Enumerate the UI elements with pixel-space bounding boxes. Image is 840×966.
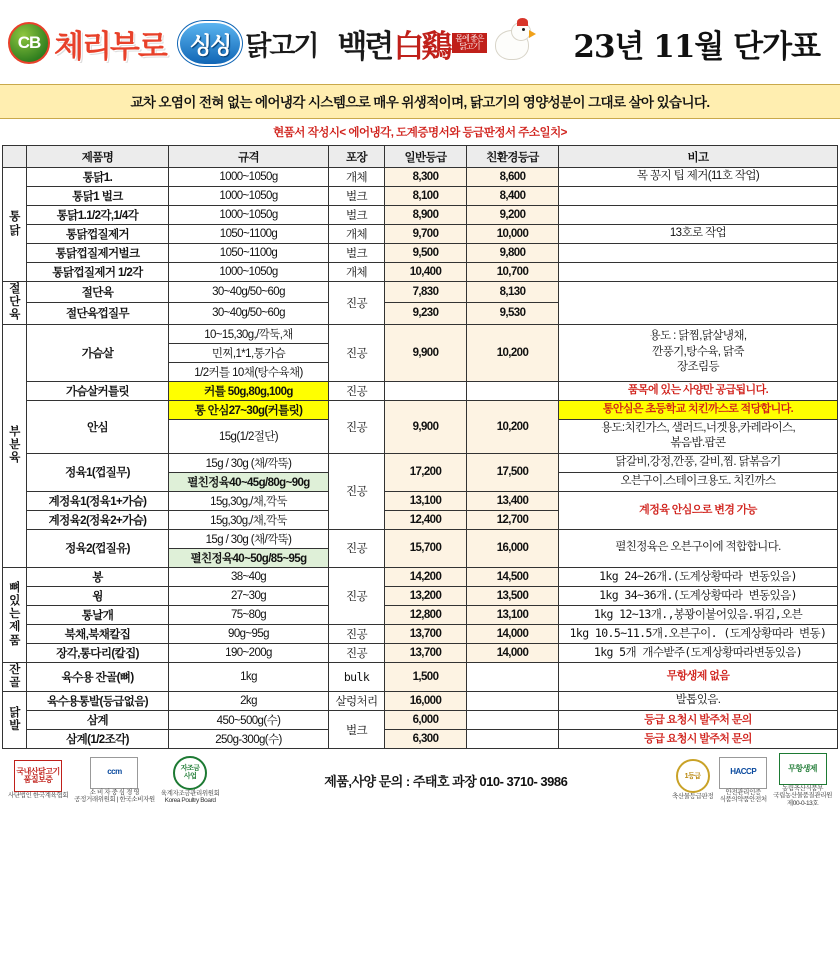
product-pack: 진공 [329, 624, 385, 643]
product-name: 통닭껍질제거 1/2각 [27, 263, 169, 282]
price-normal [385, 381, 467, 400]
product-pack: 개체 [329, 263, 385, 282]
product-pack: 살렁처리 [329, 692, 385, 711]
price-eco: 10,200 [467, 324, 559, 381]
table-row [3, 586, 838, 605]
price-eco: 9,200 [467, 206, 559, 225]
page-header [0, 0, 840, 84]
table-row [3, 400, 838, 419]
price-normal: 12,800 [385, 605, 467, 624]
product-pack: 개체 [329, 225, 385, 244]
cert-caption: 육계자조금관리위원회 Korea Poultry Board [160, 789, 220, 805]
product-spec: 15g / 30g (채/깍뚝) [169, 453, 329, 472]
price-normal: 1,500 [385, 662, 467, 691]
group-label-feet: 닭 발 [3, 692, 27, 749]
product-spec: 30~40g/50~60g [169, 303, 329, 324]
price-normal: 17,200 [385, 453, 467, 491]
price-normal: 13,700 [385, 624, 467, 643]
product-name: 육수용통발(등급없음) [27, 692, 169, 711]
product-note [559, 187, 838, 206]
cherrybuero-wordmark: 체리부로 [54, 28, 166, 64]
price-normal: 9,900 [385, 400, 467, 453]
product-name: 계정육2(정육2+가슴) [27, 510, 169, 529]
header-spec: 규격 [169, 146, 329, 168]
product-note: 발톱있음. [559, 692, 838, 711]
ccm-icon: ccm [90, 757, 138, 789]
product-name: 통닭1 벌크 [27, 187, 169, 206]
price-eco: 13,100 [467, 605, 559, 624]
ssing-chicken-label: 닭고기 [245, 30, 318, 61]
table-row [3, 711, 838, 730]
product-note: 닭갈비,강정,깐풍, 갈비,찜. 닭볶음기 [559, 453, 838, 472]
cert-poultry-board [161, 756, 220, 805]
contact-info: 제품,사양 문의 : 주태호 과장 010- 3710- 3986 [324, 773, 568, 789]
product-pack: 진공 [329, 324, 385, 381]
table-row [3, 225, 838, 244]
product-note: 1kg 24~26개.(도계상황따라 변동있음) [559, 567, 838, 586]
table-row [3, 324, 838, 343]
product-note [559, 206, 838, 225]
product-name: 통닭1.1/2각,1/4각 [27, 206, 169, 225]
baekryun-red-text: 白鷄 [393, 28, 450, 65]
product-pack: 진공 [329, 381, 385, 400]
product-spec: 75~80g [169, 605, 329, 624]
product-pack: 벌크 [329, 187, 385, 206]
table-row [3, 567, 838, 586]
product-name: 정육2(껍질유) [27, 529, 169, 567]
product-spec: 펼친정육40~50g/85~95g [169, 548, 329, 567]
price-eco: 12,700 [467, 510, 559, 529]
cert-grade [672, 759, 713, 800]
product-spec: 15g,30g,/채,깍둑 [169, 491, 329, 510]
header-product: 제품명 [27, 146, 169, 168]
table-row [3, 282, 838, 303]
product-spec: 1000~1050g [169, 206, 329, 225]
product-name: 통닭껍질제거 [27, 225, 169, 244]
product-spec: 10~15,30g,/깍둑,채 [169, 324, 329, 343]
product-pack: 진공 [329, 400, 385, 453]
price-eco: 14,000 [467, 643, 559, 662]
price-normal: 13,700 [385, 643, 467, 662]
price-normal: 9,500 [385, 244, 467, 263]
header-pack: 포장 [329, 146, 385, 168]
price-normal: 9,900 [385, 324, 467, 381]
product-name: 계정육1(정육1+가슴) [27, 491, 169, 510]
product-spec: 15g(1/2절단) [169, 419, 329, 453]
cert-antibiotic-free [773, 753, 832, 807]
product-spec: 펼친정육40~45g/80g~90g [169, 472, 329, 491]
product-pack: 벌크 [329, 206, 385, 225]
product-name: 봉 [27, 567, 169, 586]
product-spec: 통 안심27~30g(커틀릿) [169, 400, 329, 419]
price-normal: 8,300 [385, 168, 467, 187]
header-normal-grade: 일반등급 [385, 146, 467, 168]
product-name: 정육1(껍질무) [27, 453, 169, 491]
product-name: 가슴살 [27, 324, 169, 381]
product-name: 육수용 잔골(뼈) [27, 662, 169, 691]
page-title: 23년 11월 단가표 [573, 28, 820, 65]
price-normal: 6,000 [385, 711, 467, 730]
price-normal: 14,200 [385, 567, 467, 586]
chicken-icon [491, 20, 537, 66]
document-notice: 현품서 작성시< 에어냉각, 도계증명서와 등급판정서 주소일치> [273, 127, 567, 139]
cherrybuero-badge-icon: CB [8, 22, 50, 64]
product-note: 등급 요청시 발주처 문의 [559, 711, 838, 730]
table-header-row [3, 146, 838, 168]
poultry-board-icon: 자조금 사업 [173, 756, 207, 790]
product-pack: 진공 [329, 567, 385, 624]
header-eco-grade: 친환경등급 [467, 146, 559, 168]
price-eco: 16,000 [467, 529, 559, 567]
product-note: 용도:치킨가스, 샐러드,너겟용,카레라이스, 볶음밥.팝콘 [559, 419, 838, 453]
price-eco [467, 692, 559, 711]
table-row [3, 730, 838, 749]
table-row [3, 187, 838, 206]
price-eco: 17,500 [467, 453, 559, 491]
product-spec: 민찌,1*1,통가슴 [169, 343, 329, 362]
product-pack: 개체 [329, 168, 385, 187]
table-row [3, 692, 838, 711]
price-eco: 10,200 [467, 400, 559, 453]
product-note: 통안심은 초등학교 치킨까스로 적당합니다. [559, 400, 838, 419]
group-label-bones: 잔 골 [3, 662, 27, 691]
cert-caption: 축산물등급판정 [672, 793, 714, 801]
product-spec: 38~40g [169, 567, 329, 586]
table-row [3, 168, 838, 187]
cert-caption: 농림축산식품부 국립농산물품질관리원 제00-0-13호 [773, 784, 832, 807]
group-label-cut-meat: 절 단 육 [3, 282, 27, 325]
product-note: 1kg 10.5~11.5개.오븐구이. (도계상황따라 변동) [559, 624, 838, 643]
product-spec: 커틀 50g,80g,100g [169, 381, 329, 400]
logo-cherrybuero [8, 21, 166, 66]
price-eco: 13,400 [467, 491, 559, 510]
price-normal: 16,000 [385, 692, 467, 711]
product-note [559, 263, 838, 282]
product-note [559, 244, 838, 263]
price-normal: 12,400 [385, 510, 467, 529]
table-row [3, 643, 838, 662]
product-note: 펼친정육은 오븐구이에 적합합니다. [559, 529, 838, 567]
product-note: 오븐구이.스테이크용도. 치킨까스 [559, 472, 838, 491]
product-name: 통닭껍질제거벌크 [27, 244, 169, 263]
product-name: 윙 [27, 586, 169, 605]
table-row [3, 453, 838, 472]
price-eco: 9,800 [467, 244, 559, 263]
product-spec: 30~40g/50~60g [169, 282, 329, 303]
logo-baekryun [337, 20, 536, 66]
table-row [3, 263, 838, 282]
header-blank [3, 146, 27, 168]
product-note [559, 282, 838, 325]
product-note: 13호로 작업 [559, 225, 838, 244]
product-spec: 1050~1100g [169, 244, 329, 263]
price-normal: 15,700 [385, 529, 467, 567]
group-label-bone-in: 뼈 있 는 제 품 [3, 567, 27, 662]
ssing-oval-label: 싱싱 [178, 21, 242, 66]
product-note: 무항생제 없음 [559, 662, 838, 691]
hygiene-notice: 교차 오염이 전혀 없는 에어냉각 시스템으로 매우 위생적이며, 닭고기의 영양성분이 그대로 살아 있습니다. [0, 84, 840, 119]
product-spec: 190~200g [169, 643, 329, 662]
price-eco: 8,600 [467, 168, 559, 187]
product-name: 절단육 [27, 282, 169, 303]
product-spec: 1000~1050g [169, 263, 329, 282]
quality-assurance-icon: 국내산닭고기 품질보증 [14, 760, 62, 792]
product-pack: 진공 [329, 643, 385, 662]
price-eco: 14,000 [467, 624, 559, 643]
product-spec: 90g~95g [169, 624, 329, 643]
product-note: 목 꽁지 팁 제거(11호 작업) [559, 168, 838, 187]
cert-caption: 사단법인 한국계육협회 [8, 792, 69, 800]
product-spec: 1/2커틀 10채(탕수육채) [169, 362, 329, 381]
baekryun-black-text: 백련 [337, 28, 392, 65]
product-name: 절단육껍질무 [27, 303, 169, 324]
product-note: 계정육 안심으로 변경 가능 [559, 491, 838, 529]
table-row [3, 206, 838, 225]
cert-caption: 소 비 자 중 심 경 영 공정거래위원회 | 한국소비자원 [74, 788, 155, 804]
product-name: 장각,통다리(칼집) [27, 643, 169, 662]
group-label-parts: 부 분 육 [3, 324, 27, 567]
table-row [3, 244, 838, 263]
price-normal: 13,100 [385, 491, 467, 510]
logo-ssing-chicken [178, 21, 318, 66]
product-pack: 벌크 [329, 244, 385, 263]
header-note: 비고 [559, 146, 838, 168]
price-normal: 8,900 [385, 206, 467, 225]
price-eco [467, 711, 559, 730]
table-row [3, 529, 838, 548]
price-eco: 9,530 [467, 303, 559, 324]
price-eco: 10,700 [467, 263, 559, 282]
table-row [3, 381, 838, 400]
product-note: 등급 요청시 발주처 문의 [559, 730, 838, 749]
product-name: 삼계 [27, 711, 169, 730]
price-eco: 13,500 [467, 586, 559, 605]
price-normal: 9,230 [385, 303, 467, 324]
product-spec: 1050~1100g [169, 225, 329, 244]
product-spec: 1kg [169, 662, 329, 691]
price-normal: 13,200 [385, 586, 467, 605]
table-row [3, 624, 838, 643]
product-spec: 15g,30g,/채,깍둑 [169, 510, 329, 529]
product-note: 1kg 34~36개.(도계상황따라 변동있음) [559, 586, 838, 605]
price-eco [467, 662, 559, 691]
product-name: 북채,북채칼집 [27, 624, 169, 643]
price-eco [467, 730, 559, 749]
product-pack: 진공 [329, 282, 385, 325]
product-spec: 15g / 30g (채/깍뚝) [169, 529, 329, 548]
product-name: 통닭1. [27, 168, 169, 187]
cert-quality-assurance [8, 760, 68, 799]
product-pack: 진공 [329, 529, 385, 567]
product-spec: 2kg [169, 692, 329, 711]
antibiotic-free-icon: 무항생제 [779, 753, 827, 785]
price-normal: 10,400 [385, 263, 467, 282]
product-spec: 1000~1050g [169, 187, 329, 206]
price-eco: 10,000 [467, 225, 559, 244]
price-normal: 8,100 [385, 187, 467, 206]
price-eco: 8,130 [467, 282, 559, 303]
table-row [3, 491, 838, 510]
baekryun-stamp: 몸에 좋은 닭고기 [452, 33, 486, 54]
price-table [2, 145, 838, 749]
price-eco: 8,400 [467, 187, 559, 206]
cert-haccp [719, 757, 767, 804]
product-spec: 27~30g [169, 586, 329, 605]
product-note: 1kg 12~13개.,봉꽝이붙어있음.뛰김,오븐 [559, 605, 838, 624]
product-note: 용도 : 닭찜,닭살냉채, 깐풍기,탕수육, 닭죽 장조림등 [559, 324, 838, 381]
haccp-icon: HACCP [719, 757, 767, 789]
price-normal: 7,830 [385, 282, 467, 303]
product-name: 삼계(1/2조각) [27, 730, 169, 749]
product-spec: 250g-300g(수) [169, 730, 329, 749]
product-note: 1kg 5개 개수밭주(도계상황따라변동있음) [559, 643, 838, 662]
product-pack: 진공 [329, 453, 385, 529]
product-name: 가슴살커틀릿 [27, 381, 169, 400]
cert-caption: 안전관리인증 식품의약품안전처 [719, 788, 767, 804]
product-spec: 1000~1050g [169, 168, 329, 187]
grade-icon: 1등급 [676, 759, 710, 793]
product-pack: 벌크 [329, 711, 385, 749]
price-eco [467, 381, 559, 400]
table-row [3, 605, 838, 624]
cert-ccm [74, 757, 155, 804]
product-spec: 450~500g(수) [169, 711, 329, 730]
table-row [3, 662, 838, 691]
page-footer [0, 749, 840, 807]
product-name: 통날개 [27, 605, 169, 624]
price-normal: 6,300 [385, 730, 467, 749]
product-note: 품목에 있는 사양만 공급됩니다. [559, 381, 838, 400]
product-name: 안심 [27, 400, 169, 453]
product-pack: bulk [329, 662, 385, 691]
price-eco: 14,500 [467, 567, 559, 586]
price-normal: 9,700 [385, 225, 467, 244]
group-label-whole-chicken: 통닭 [3, 168, 27, 282]
